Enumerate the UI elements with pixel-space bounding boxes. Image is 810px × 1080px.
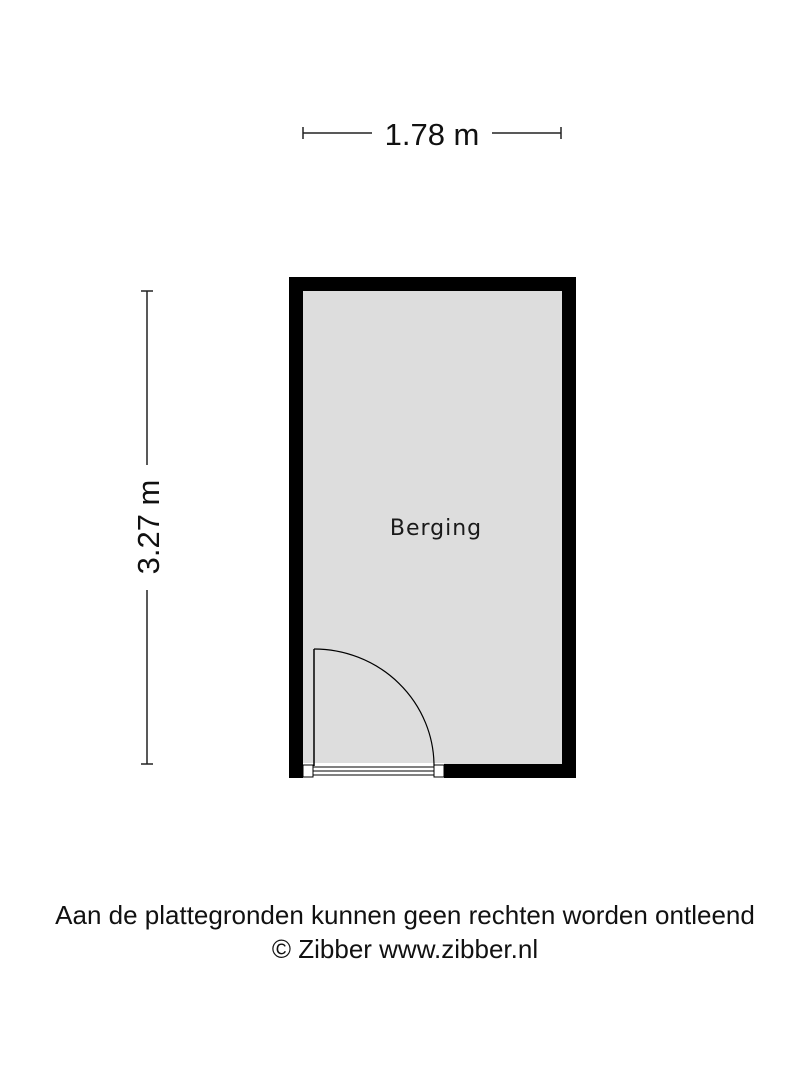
height-dimension-label: 3.27 m xyxy=(131,479,166,575)
room-label-berging: Berging xyxy=(389,516,483,541)
copyright-text: © Zibber www.zibber.nl xyxy=(271,934,539,964)
width-dimension-label: 1.78 m xyxy=(384,117,480,152)
door-frame-right xyxy=(434,765,444,777)
door-frame-left xyxy=(303,765,313,777)
height-dimension xyxy=(131,291,166,764)
disclaimer-text: Aan de plattegronden kunnen geen rechten worden ontleend xyxy=(55,900,755,930)
width-dimension xyxy=(303,117,561,152)
